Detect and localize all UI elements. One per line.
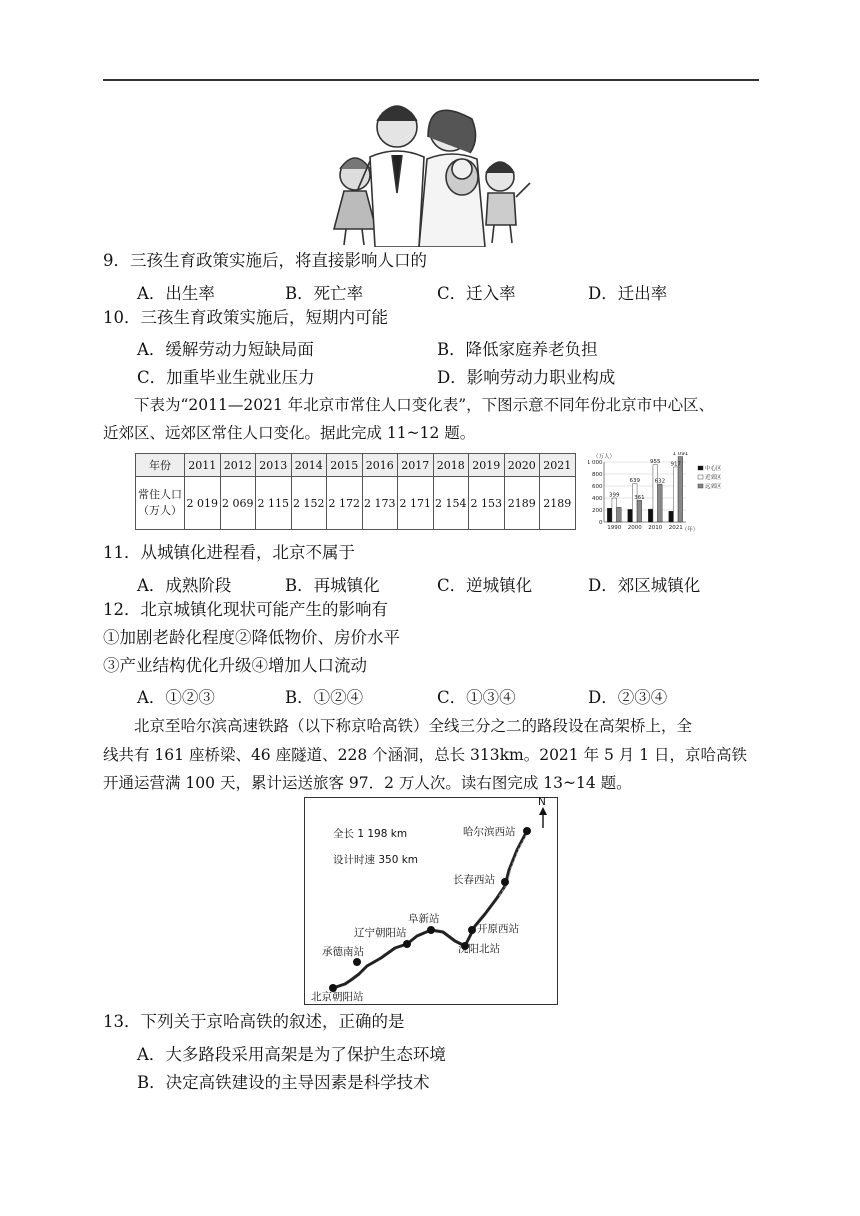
q11-option-b[interactable]: B．再城镇化 bbox=[285, 576, 380, 595]
q9-stem: 9．三孩生育政策实施后，将直接影响人口的 bbox=[103, 251, 427, 270]
railway-map bbox=[304, 797, 558, 1005]
x-tick-label: 2010 bbox=[648, 525, 663, 531]
bar bbox=[628, 509, 633, 522]
x-tick-label: 2000 bbox=[627, 525, 642, 531]
north-label: N bbox=[538, 796, 546, 808]
table-value-cell: 2 019 bbox=[185, 477, 221, 530]
q12-option-c[interactable]: C．①③④ bbox=[437, 688, 516, 707]
station-harbin-west-dot bbox=[523, 827, 531, 835]
q10-stem: 10．三孩生育政策实施后，短期内可能 bbox=[103, 308, 388, 327]
bar-data-label: 1 091 bbox=[672, 452, 689, 458]
intro2-line2: 线共有 161 座桥梁、46 座隧道、228 个涵洞，总长 313km。2021 年 5 月 1 日，京哈高铁 bbox=[103, 746, 748, 764]
table-value-cell: 2189 bbox=[540, 477, 576, 530]
x-axis-title: （年） bbox=[681, 527, 699, 533]
bar bbox=[612, 498, 617, 522]
bar bbox=[653, 465, 658, 522]
q12-stem: 12．北京城镇化现状可能产生的影响有 bbox=[103, 600, 388, 619]
table-value-cell: 2 154 bbox=[433, 477, 469, 530]
q9-option-c[interactable]: C．迁入率 bbox=[437, 284, 516, 303]
table-value-cell: 2 069 bbox=[220, 477, 256, 530]
table-year-cell: 2019 bbox=[469, 454, 505, 477]
intro1-line2: 近郊区、远郊区常住人口变化。据此完成 11~12 题。 bbox=[103, 424, 476, 442]
y-tick-label: 400 bbox=[592, 496, 603, 502]
label-kaiyuan-west: 开原西站 bbox=[477, 923, 519, 935]
bar-data-label: 399 bbox=[609, 492, 620, 499]
q9-option-b[interactable]: B．死亡率 bbox=[285, 284, 364, 303]
q12-item-line1: ①加剧老龄化程度②降低物价、房价水平 bbox=[103, 628, 400, 647]
label-fuxin: 阜新站 bbox=[408, 913, 440, 925]
legend-swatch bbox=[698, 475, 703, 479]
bar bbox=[607, 508, 612, 522]
station-fuxin-dot bbox=[427, 926, 435, 934]
table-year-cell: 2017 bbox=[398, 454, 434, 477]
table-value-cell: 2 173 bbox=[362, 477, 398, 530]
legend-swatch bbox=[698, 484, 703, 488]
population-table bbox=[135, 453, 576, 530]
q9-option-d[interactable]: D．迁出率 bbox=[588, 284, 668, 303]
population-bar-chart bbox=[588, 452, 730, 534]
q12-option-b[interactable]: B．①②④ bbox=[285, 688, 364, 707]
q11-option-a[interactable]: A．成熟阶段 bbox=[137, 576, 232, 595]
y-tick-label: 800 bbox=[592, 472, 603, 478]
label-changchun-west: 长春西站 bbox=[453, 874, 495, 886]
map-design-speed: 设计时速 350 km bbox=[333, 854, 419, 866]
q10-option-b[interactable]: B．降低家庭养老负担 bbox=[437, 340, 598, 359]
table-year-cell: 2018 bbox=[433, 454, 469, 477]
label-chengde-south: 承德南站 bbox=[322, 946, 364, 958]
bar-data-label: 632 bbox=[654, 478, 666, 485]
q13-stem: 13．下列关于京哈高铁的叙述，正确的是 bbox=[103, 1012, 405, 1031]
q10-option-d[interactable]: D．影响劳动力职业构成 bbox=[437, 368, 616, 387]
q11-option-c[interactable]: C．逆城镇化 bbox=[437, 576, 533, 595]
map-total-length: 全长 1 198 km bbox=[333, 828, 408, 840]
q13-option-a[interactable]: A．大多路段采用高架是为了保护生态环境 bbox=[137, 1045, 446, 1064]
x-tick-label: 2021 bbox=[668, 525, 683, 531]
bar-data-label: 955 bbox=[650, 459, 661, 466]
bar bbox=[648, 509, 653, 522]
y-tick-label: 600 bbox=[592, 484, 603, 490]
station-kaiyuan-west-dot bbox=[468, 926, 476, 934]
bar-data-label: 639 bbox=[629, 478, 640, 485]
q10-option-a[interactable]: A．缓解劳动力短缺局面 bbox=[137, 340, 314, 359]
bar-data-label: 361 bbox=[634, 494, 645, 501]
bar bbox=[658, 484, 663, 522]
table-year-cell: 2015 bbox=[327, 454, 363, 477]
table-value-cell: 2 171 bbox=[398, 477, 434, 530]
table-year-cell: 2012 bbox=[220, 454, 256, 477]
bar-data-label: 917 bbox=[670, 461, 681, 468]
table-value-cell: 2 153 bbox=[469, 477, 505, 530]
q13-option-b[interactable]: B．决定高铁建设的主导因素是科学技术 bbox=[137, 1073, 430, 1092]
intro2-line1: 北京至哈尔滨高速铁路（以下称京哈高铁）全线三分之二的路段设在高架桥上，全 bbox=[134, 717, 693, 735]
intro1-line1: 下表为“2011—2021 年北京市常住人口变化表”，下图示意不同年份北京市中心区、 bbox=[134, 396, 715, 414]
table-year-cell: 2016 bbox=[362, 454, 398, 477]
table-header-row bbox=[136, 454, 576, 477]
table-row-label bbox=[136, 477, 185, 530]
table-year-cell: 2011 bbox=[185, 454, 221, 477]
legend-label: 中心区 bbox=[705, 466, 722, 472]
x-tick-label: 1990 bbox=[607, 525, 622, 531]
row-label-line1: 常住人口 bbox=[138, 488, 182, 501]
y-axis-title: （万人） bbox=[592, 454, 616, 460]
station-chaoyang-dot bbox=[403, 940, 411, 948]
bar bbox=[673, 467, 678, 522]
header-rule bbox=[103, 79, 759, 81]
table-year-cell: 2013 bbox=[256, 454, 292, 477]
label-beijing-chaoyang: 北京朝阳站 bbox=[311, 991, 364, 1003]
table-value-cell: 2189 bbox=[504, 477, 540, 530]
table-value-cell: 2 115 bbox=[256, 477, 292, 530]
table-year-cell: 2021 bbox=[540, 454, 576, 477]
y-tick-label: 200 bbox=[592, 508, 603, 514]
station-changchun-west-dot bbox=[501, 878, 509, 886]
y-tick-label: 1 000 bbox=[588, 460, 603, 466]
q9-option-a[interactable]: A．出生率 bbox=[137, 284, 215, 303]
q10-option-c[interactable]: C．加重毕业生就业压力 bbox=[137, 368, 315, 387]
table-year-cell: 2020 bbox=[504, 454, 540, 477]
label-shenyang-north: 沈阳北站 bbox=[458, 943, 500, 955]
y-tick-label: 0 bbox=[599, 520, 603, 526]
table-header-label: 年份 bbox=[136, 454, 185, 477]
bar bbox=[632, 484, 637, 522]
table-year-cell: 2014 bbox=[291, 454, 327, 477]
q12-option-d[interactable]: D．②③④ bbox=[588, 688, 668, 707]
table-value-cell: 2 152 bbox=[291, 477, 327, 530]
label-liaoning-chaoyang: 辽宁朝阳站 bbox=[354, 927, 407, 939]
legend-label: 远郊区 bbox=[705, 484, 722, 490]
legend-label: 近郊区 bbox=[705, 475, 722, 481]
station-chengde-south-dot bbox=[353, 958, 361, 966]
label-harbin-west: 哈尔滨西站 bbox=[463, 826, 516, 838]
q12-item-line2: ③产业结构优化升级④增加人口流动 bbox=[103, 656, 367, 675]
family-illustration bbox=[322, 97, 542, 247]
north-arrow-icon bbox=[539, 807, 547, 828]
bar bbox=[637, 500, 642, 522]
q12-option-a[interactable]: A．①②③ bbox=[137, 688, 215, 707]
legend-swatch bbox=[698, 466, 703, 470]
intro2-line3: 开通运营满 100 天，累计运送旅客 97．2 万人次。读右图完成 13~14 题。 bbox=[103, 774, 632, 792]
bar bbox=[617, 507, 622, 522]
bar bbox=[669, 511, 674, 522]
q11-stem: 11．从城镇化进程看，北京不属于 bbox=[103, 543, 355, 562]
q11-option-d[interactable]: D．郊区城镇化 bbox=[588, 576, 701, 595]
table-value-cell: 2 172 bbox=[327, 477, 363, 530]
table-data-row bbox=[136, 477, 576, 530]
row-label-line2: （万人） bbox=[138, 504, 182, 517]
